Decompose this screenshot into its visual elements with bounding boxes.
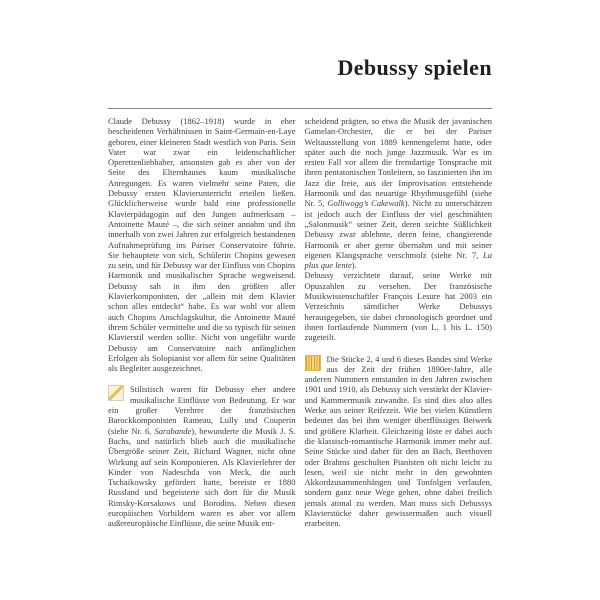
body-paragraph: [305, 354, 493, 529]
body-text: Claude Debussy (1862–1918) wurde in eher bescheidenen Verhältnissen in Saint-Germain-en-Laye geboren, einer kleineren Stadt westlich von Paris. Sein Vater war zwar ein leidenschaftlicher Operettenliebhaber, ansonsten gab es aber von der Seite des Elternhauses kaum musikalische Anregungen. Es waren vielmehr seine Paten, die Debussy ersten Klavierunterricht erteilen ließen. Glücklicherweise wurde bald eine professionelle Klavierpädagogin auf den Jungen aufmerksam – Antoinette Mauté –, die sich seiner annahm und ihn innerhalb von zwei Jahren zur erfolgreich bestandenen Aufnahmeprüfung ins Pariser Conservatoire führte. Sie behauptete von sich, Schülerin Chopins gewesen zu sein, und für Debussy war der Einfluss von Chopins Harmonik und musikalischer Sprache wegweisend. Debussy sah in ihm den größten aller Klavierkomponisten, der „allein mit dem Klavier schon alles entdeckt“ habe. Es war wohl vor allem auch Chopins Anschlagskultur, die Antoinette Mauté ihrem Schüler vermittelte und die so typisch für seinen Klavierstil werden sollte. Nicht von ungefähr wurde Debussy am Conservatoire nach anfänglichen Erfolgen als Solopianist vor allem für seine Qualitäten als Begleiter ausgezeichnet.: [108, 116, 296, 374]
body-text: Stilistisch waren für Debussy eher andere musikalische Einflüsse von Bedeutung. Er war ein großer Verehrer der französischen Barockkomponisten Rameau, Lully und Couperin (siehe Nr. 6,: [108, 384, 296, 436]
work-title-italic: La plus que lente: [304, 249, 492, 271]
body-text: Die Stücke 2, 4 und 6 dieses Bandes sind Werke aus der Zeit der frühen 1890er-Jahre, alle anderen Nummern entstanden in den Jahren zwischen 1901 und 1910, als Debussy sich verstärkt der Klavier- und Kammermusik zuwandte. Es sind dies also alles Werke aus seiner Reifezeit. Wie bei vielen Künstlern bedeutet das bei ihm weniger überflüssiges Beiwerk und größere Klarheit. Gleichzeitig löste er dabei auch die klassisch-romantische Harmonik immer mehr auf. Seine Stücke sind daher für den an Bach, Beethoven oder Brahms geschulten Pianisten oft nicht leicht zu lesen, weil sie nicht mehr in den gewohnten Akkordzusammenhängen und Tonfolgen verlaufen, sondern ganz neue Wege gehen, ohne dabei freilich jemals atonal zu werden. Man muss sich Debussys Klavierstücke daher gewissermaßen auch visuell erarbeiten.: [304, 353, 492, 529]
pencil-icon: [108, 385, 124, 401]
body-text: scheidend prägten, so etwa die Musik der javanischen Gamelan-Orchester, die er bei der Pariser Weltausstellung von 1889 kennengelernt hatte, oder später auch die noch junge Jazzmusik. War es im ersten Fall vor allem die fremdartige Tonsprache mit ihren pentatonischen Tonleitern, so faszinierten ihn im Jazz die freie, aus der Improvisation entstehende Harmonik und das neuartige Rhythmusgefühl (siehe Nr. 5,: [304, 116, 492, 209]
body-paragraph: [305, 270, 493, 342]
body-text: ), bewunderte die Musik J. S. Bachs, und natürlich blieb auch die musikalische Übergröße seiner Zeit, Richard Wagner, nicht ohne Wirkung auf sein Komponieren. Als Klavierlehrer der Kinder von Nadeschda von Meck, die auch Tschaikowsky gefördert hatte, bereiste er 1880 Russland und begeisterte sich dort für die Musik Rimsky-Korsakows und Borodins. Neben diesen europäischen Vorbildern waren es aber vor allem außereuropäische Einflüsse, die seine Musik ent-: [108, 425, 296, 529]
text-columns: [108, 116, 492, 529]
page-content: [108, 0, 492, 529]
text-column-right: [305, 116, 493, 529]
body-paragraph: [108, 384, 296, 528]
title-rule: [108, 108, 492, 109]
body-text: Debussy verzichtete darauf, seine Werke mit Opuszahlen zu versehen. Der französische Musikwissenschaftler François Lesure hat 2003 ein Verzeichnis sämtlicher Werke Debussys herausgegeben, sie dabei chronologisch geordnet und ihnen fortlaufende Nummern (von L. 1 bis L. 150) zugeteilt.: [304, 270, 492, 343]
work-title-italic: Sarabande: [154, 425, 192, 436]
work-title-italic: Golliwogg’s Cakewalk: [327, 198, 405, 209]
piano-keys-icon: [305, 355, 321, 371]
body-paragraph: [108, 116, 296, 373]
body-paragraph: [305, 116, 493, 270]
body-text: ). Nicht zu unterschätzen ist jedoch auch der Einfluss der viel geschmähten „Salonmusik“ seiner Zeit, deren seichte Süßlichkeit Debussy zwar ablehnte, deren feine, changierende Harmonik er aber gerne übernahm und mit seiner eigenen Klangsprache verschmolz (siehe Nr. 7,: [304, 198, 492, 260]
page-title: Debussy spielen: [337, 55, 492, 80]
text-column-left: [108, 116, 296, 529]
body-text: ).: [351, 260, 357, 271]
